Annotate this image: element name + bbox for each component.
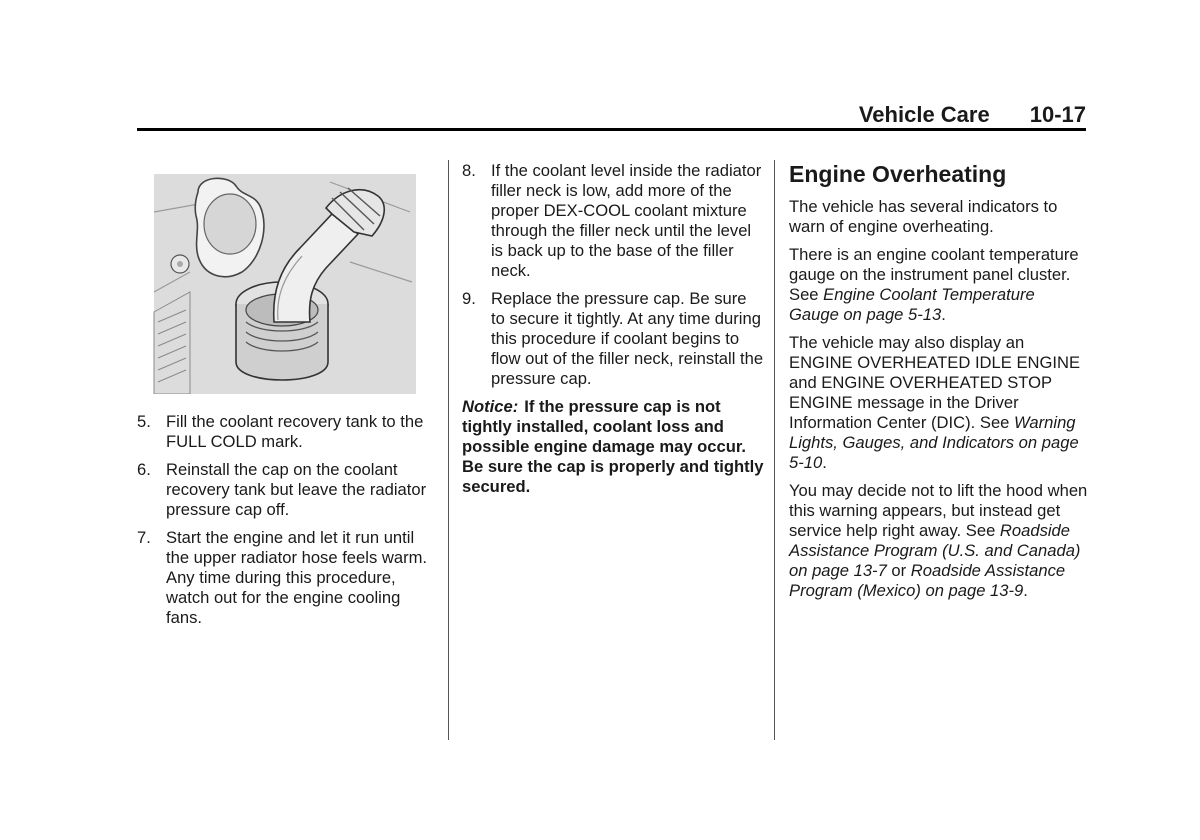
step-text: If the coolant level inside the radiator filler neck is low, add more of the proper DEX-COOL coolant mixture through the filler neck until the level is back up to the base of the filler neck. <box>491 161 762 280</box>
list-item <box>462 161 764 281</box>
notice-text: If the pressure cap is not tightly installed, coolant loss and possible engine damage may occur. Be sure the cap is properly and tightly secured. <box>462 397 764 496</box>
section-heading: Engine Overheating <box>789 161 1007 187</box>
step-number: 6. <box>137 460 151 479</box>
paragraph-4 <box>789 481 1089 601</box>
paragraph-text: . <box>1023 581 1028 600</box>
column-2 <box>462 161 764 497</box>
steps-list-1 <box>137 412 437 628</box>
header-rule <box>137 128 1086 131</box>
coolant-refill-icon <box>150 172 416 394</box>
cross-reference: Roadside Assistance Program (U.S. and Canada) on page 13-7 <box>789 521 1081 580</box>
list-item <box>137 460 437 520</box>
paragraph-2 <box>789 245 1089 325</box>
step-text: Fill the coolant recovery tank to the FULL COLD mark. <box>166 412 424 451</box>
column-divider-2 <box>774 160 775 740</box>
steps-list-2 <box>462 161 764 389</box>
page-header <box>137 101 1086 129</box>
cross-reference: Engine Coolant Temperature Gauge on page 5-13 <box>789 285 1035 324</box>
step-text: Replace the pressure cap. Be sure to secure it tightly. At any time during this procedure if coolant begins to flow out of the filler neck, reinstall the pressure cap. <box>491 289 764 388</box>
paragraph-text: or <box>886 561 911 580</box>
column-3 <box>789 160 1089 609</box>
column-1 <box>137 412 437 636</box>
paragraph-text: . <box>941 305 946 324</box>
paragraph-1: The vehicle has several indicators to warn of engine overheating. <box>789 197 1058 236</box>
step-number: 8. <box>462 161 476 180</box>
coolant-refill-illustration <box>150 172 416 394</box>
notice-label: Notice: <box>462 397 519 416</box>
notice-block <box>462 397 764 497</box>
section-title: Vehicle Care <box>858 102 990 127</box>
cross-reference: Roadside Assistance Program (Mexico) on page 13-9 <box>789 561 1066 600</box>
step-text: Reinstall the cap on the coolant recovery tank but leave the radiator pressure cap off. <box>166 460 427 519</box>
paragraph-text: The vehicle may also display an ENGINE OVERHEATED IDLE ENGINE and ENGINE OVERHEATED STOP ENGINE message in the Driver Information Center (DIC). See <box>789 333 1081 432</box>
paragraph-text: You may decide not to lift the hood when this warning appears, but instead get service help right away. See <box>789 481 1088 540</box>
paragraph-text: . <box>822 453 827 472</box>
step-number: 7. <box>137 528 151 547</box>
step-text: Start the engine and let it run until the upper radiator hose feels warm. Any time during this procedure, watch out for the engine cooling fans. <box>166 528 428 627</box>
cross-reference: Warning Lights, Gauges, and Indicators on page 5-10 <box>789 413 1079 472</box>
list-item <box>137 412 437 452</box>
page-number: 10-17 <box>1029 102 1086 127</box>
list-item <box>137 528 437 628</box>
column-divider-1 <box>448 160 449 740</box>
paragraph-3 <box>789 333 1089 473</box>
step-number: 9. <box>462 289 476 308</box>
step-number: 5. <box>137 412 151 431</box>
list-item <box>462 289 764 389</box>
paragraph-text: There is an engine coolant temperature gauge on the instrument panel cluster. See <box>789 245 1079 304</box>
